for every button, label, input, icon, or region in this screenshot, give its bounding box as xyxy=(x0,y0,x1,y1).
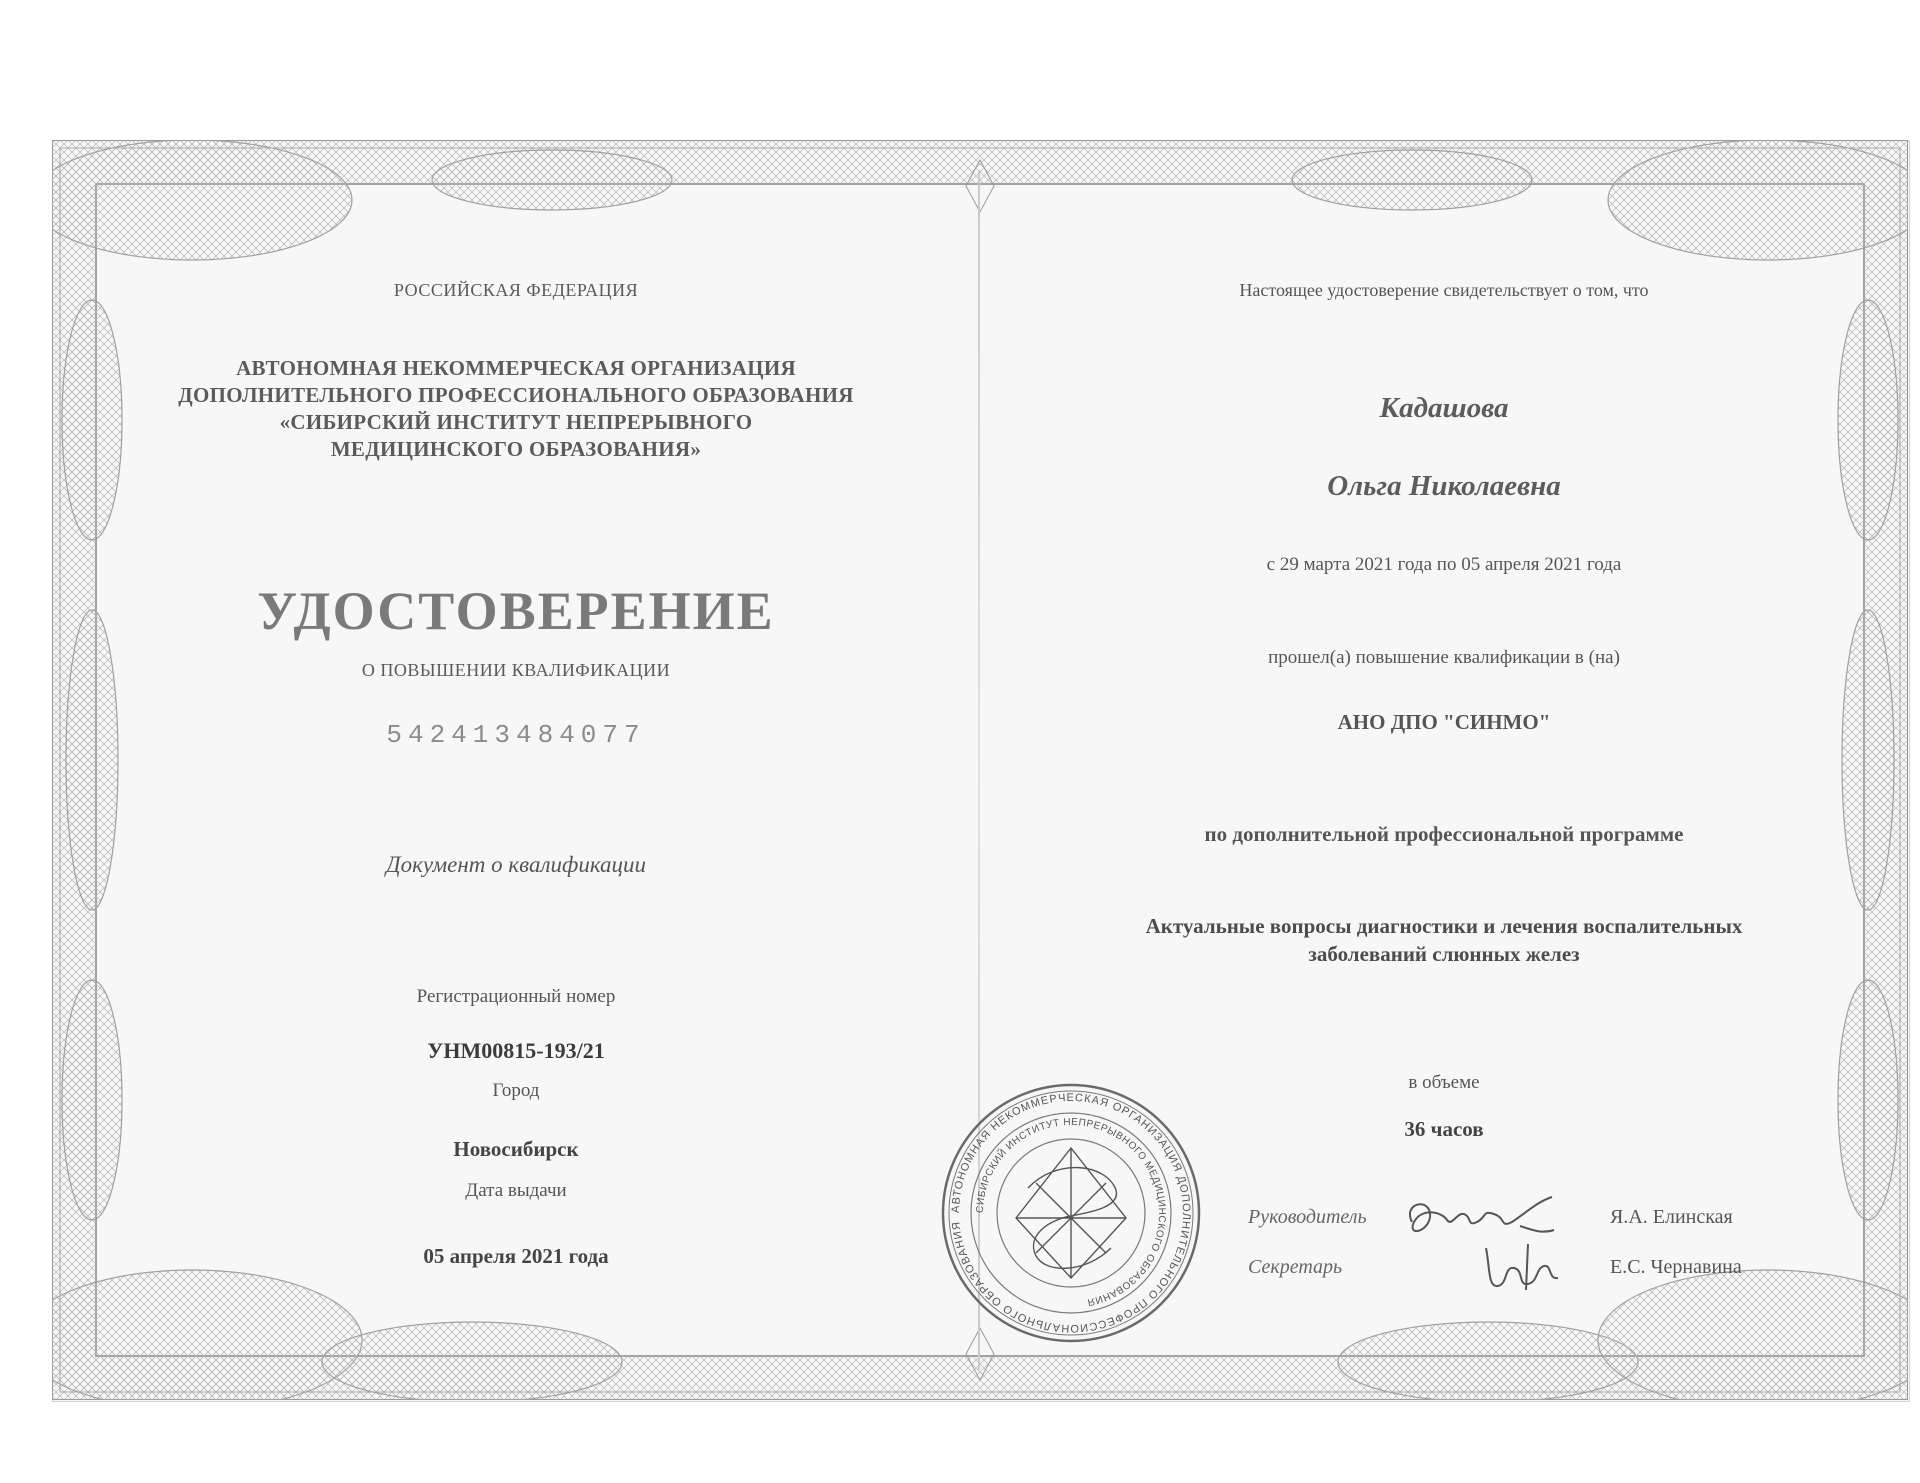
organization-name xyxy=(52,355,980,463)
passed-text: прошел(а) повышение квалификации в (на) xyxy=(1268,647,1620,668)
secretary-name: Е.С. Чернавина xyxy=(1610,1256,1742,1278)
organization-line: МЕДИЦИНСКОГО ОБРАЗОВАНИЯ» xyxy=(330,437,702,461)
secretary-role: Секретарь xyxy=(1248,1256,1343,1278)
program-label: по дополнительной профессиональной программе xyxy=(1204,822,1684,846)
organization-line: «СИБИРСКИЙ ИНСТИТУТ НЕПРЕРЫВНОГО xyxy=(279,410,753,434)
registration-label: Регистрационный номер xyxy=(416,986,616,1007)
stamp-emblem xyxy=(1016,1148,1126,1278)
intro-text: Настоящее удостоверение свидетельствует о том, что xyxy=(1239,280,1649,300)
left-page xyxy=(52,140,980,1400)
program-topic-line: заболеваний слюнных желез xyxy=(1308,942,1580,966)
head-name: Я.А. Елинская xyxy=(1610,1206,1733,1228)
certificate-title: УДОСТОВЕРЕНИЕ xyxy=(257,581,775,641)
country-name: РОССИЙСКАЯ ФЕДЕРАЦИЯ xyxy=(393,280,639,300)
organization-line: ДОПОЛНИТЕЛЬНОГО ПРОФЕССИОНАЛЬНОГО ОБРАЗОВАНИЯ xyxy=(178,383,854,407)
city-value: Новосибирск xyxy=(453,1137,579,1161)
head-role: Руководитель xyxy=(1248,1206,1367,1228)
certificate-subtitle: О ПОВЫШЕНИИ КВАЛИФИКАЦИИ xyxy=(361,660,671,680)
issue-date-label: Дата выдачи xyxy=(465,1180,567,1201)
program-topic xyxy=(980,912,1908,968)
city-label: Город xyxy=(492,1080,540,1101)
secretary-signature xyxy=(1478,1238,1568,1298)
program-topic-line: Актуальные вопросы диагностики и лечения воспалительных xyxy=(1145,914,1743,938)
stamp-outer-text: АВТОНОМНАЯ НЕКОММЕРЧЕСКАЯ ОРГАНИЗАЦИЯ ДОПОЛНИТЕЛЬНОГО ПРОФЕССИОНАЛЬНОГО ОБРАЗОВАНИЯ xyxy=(949,1091,1193,1335)
recipient-first-middle-name: Ольга Николаевна xyxy=(1327,470,1561,502)
serial-number: 542413484077 xyxy=(386,720,646,750)
issue-date-value: 05 апреля 2021 года xyxy=(423,1244,609,1268)
organization-line: АВТОНОМНАЯ НЕКОММЕРЧЕСКАЯ ОРГАНИЗАЦИЯ xyxy=(236,356,796,380)
hours-value: 36 часов xyxy=(1404,1117,1484,1141)
volume-label: в объеме xyxy=(1408,1072,1480,1093)
document-type: Документ о квалификации xyxy=(385,852,647,877)
recipient-last-name: Кадашова xyxy=(1379,392,1509,424)
official-stamp xyxy=(936,1078,1206,1348)
registration-number: УНМ00815-193/21 xyxy=(427,1038,605,1063)
training-period: с 29 марта 2021 года по 05 апреля 2021 года xyxy=(1266,554,1622,575)
institution-name: АНО ДПО "СИНМО" xyxy=(1337,710,1551,734)
stamp-inner-text: СИБИРСКИЙ ИНСТИТУТ НЕПРЕРЫВНОГО МЕДИЦИНСКОГО ОБРАЗОВАНИЯ xyxy=(974,1116,1168,1308)
right-page xyxy=(949,140,1908,1400)
